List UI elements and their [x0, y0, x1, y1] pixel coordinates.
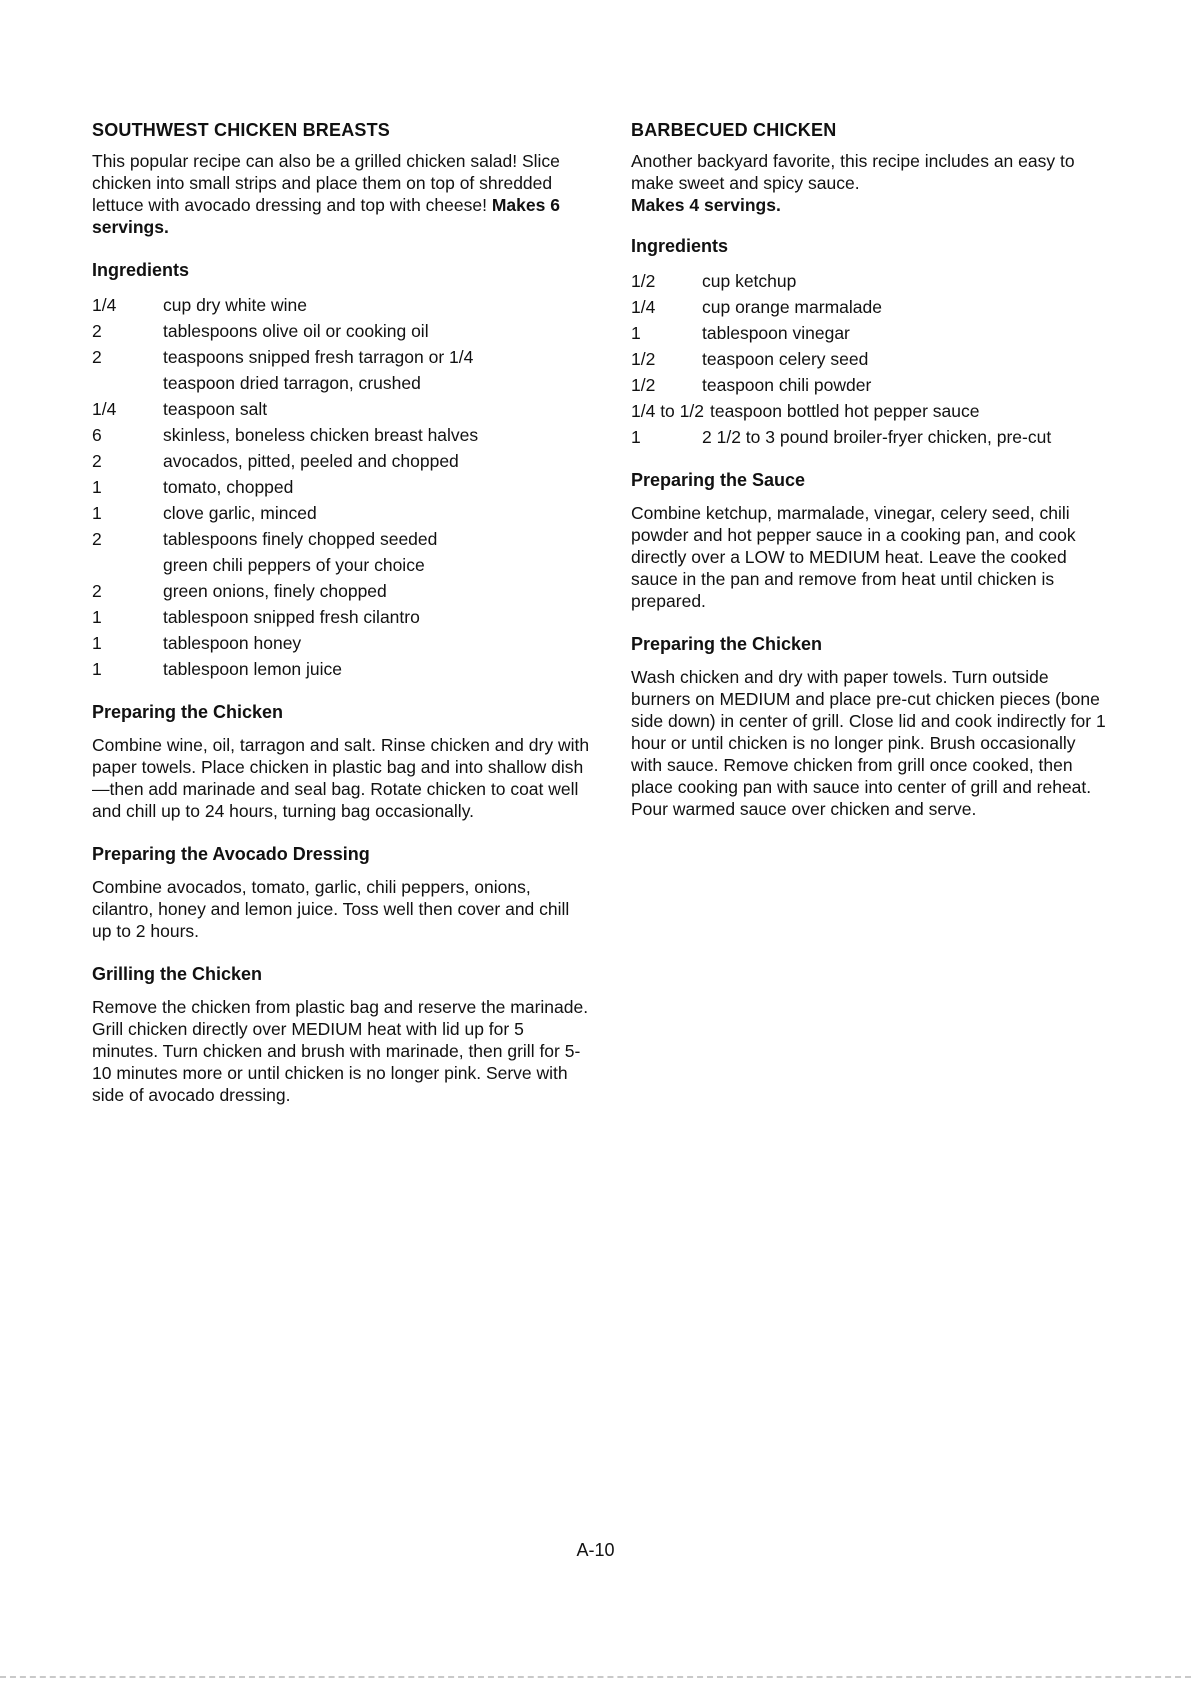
ingredient-item: tablespoons finely chopped seeded green chili peppers of your choice: [163, 529, 438, 575]
ingredient-item: cup ketchup: [702, 271, 797, 291]
ingredient-item: tablespoon honey: [163, 633, 302, 653]
ingredient-row: [631, 294, 1111, 320]
ingredient-qty: 1: [92, 607, 102, 627]
ingredient-row: [631, 320, 1111, 346]
ingredient-item: teaspoon bottled hot pepper sauce: [709, 401, 980, 421]
ingredient-row: [92, 396, 592, 422]
section-text: Combine wine, oil, tarragon and salt. Rinse chicken and dry with paper towels. Place chicken in plastic bag and into shallow dish—then add marinade and seal bag. Rotate chicken to coat well and chill up to 24 hours, turning bag occasionally.: [92, 735, 590, 821]
ingredient-row: [631, 346, 1111, 372]
ingredient-item: green onions, finely chopped: [163, 581, 387, 601]
section-text: Combine avocados, tomato, garlic, chili peppers, onions, cilantro, honey and lemon juice. Toss well then cover and chill up to 2 hours.: [92, 877, 570, 941]
ingredient-qty: 1: [92, 503, 102, 523]
ingredient-qty: 2: [92, 321, 102, 341]
ingredient-row: [92, 630, 592, 656]
ingredient-item: tablespoon snipped fresh cilantro: [163, 607, 420, 627]
ingredient-item: skinless, boneless chicken breast halves: [163, 425, 479, 445]
ingredients-heading: Ingredients: [631, 236, 729, 256]
section-text: Remove the chicken from plastic bag and reserve the marinade. Grill chicken directly over MEDIUM heat with lid up for 5 minutes. Turn chicken and brush with marinade, then grill for 5-10 minutes more or until chicken is no longer pink. Serve with side of avocado dressing.: [92, 997, 589, 1105]
ingredient-qty: 1/2: [631, 271, 656, 291]
ingredient-item: tablespoons olive oil or cooking oil: [163, 321, 429, 341]
ingredient-row: [92, 578, 592, 604]
ingredient-row: [92, 292, 592, 318]
ingredient-qty: 1: [631, 427, 641, 447]
ingredient-qty: 1/4 to 1/2: [631, 401, 704, 421]
ingredient-qty: 1: [92, 659, 102, 679]
ingredient-qty: 1: [92, 633, 102, 653]
ingredient-qty: 1/2: [631, 375, 656, 395]
ingredient-item: tomato, chopped: [163, 477, 294, 497]
section-text: Wash chicken and dry with paper towels. Turn outside burners on MEDIUM and place pre-cut chicken pieces (bone side down) in center of grill. Close lid and cook indirectly for 1 hour or until chicken is no longer pink. Brush occasionally with sauce. Remove chicken from grill once cooked, then place cooking pan with sauce into center of grill and reheat. Pour warmed sauce over chicken and serve.: [631, 667, 1106, 819]
ingredient-qty: 2: [92, 581, 102, 601]
ingredient-item: 2 1/2 to 3 pound broiler-fryer chicken, pre-cut: [702, 427, 1052, 447]
ingredients-list: [631, 268, 1111, 450]
recipe-title: SOUTHWEST CHICKEN BREASTS: [92, 120, 391, 140]
ingredient-item: teaspoon celery seed: [702, 349, 869, 369]
ingredient-qty: 1/4: [92, 295, 117, 315]
section-heading: Preparing the Chicken: [92, 702, 284, 722]
ingredient-qty: 1/2: [631, 349, 656, 369]
section-heading: Preparing the Sauce: [631, 470, 806, 490]
servings: Makes 4 servings.: [631, 195, 781, 215]
ingredient-item: cup dry white wine: [163, 295, 307, 315]
ingredient-row: [92, 604, 592, 630]
ingredient-qty: 1/4: [92, 399, 117, 419]
ingredient-row: [631, 372, 1111, 398]
ingredient-item: cup orange marmalade: [702, 297, 882, 317]
ingredient-qty: 2: [92, 529, 102, 549]
scan-edge-divider: [0, 1676, 1191, 1681]
recipe-title: BARBECUED CHICKEN: [631, 120, 837, 140]
ingredient-qty: 1: [92, 477, 102, 497]
ingredient-qty: 2: [92, 347, 102, 367]
ingredient-row: [92, 656, 592, 682]
section-heading: Preparing the Chicken: [631, 634, 823, 654]
recipe-intro: [92, 150, 592, 238]
ingredient-item: teaspoon salt: [163, 399, 268, 419]
ingredient-row: [92, 422, 592, 448]
ingredient-row: [631, 424, 1111, 450]
section-text: Combine ketchup, marmalade, vinegar, celery seed, chili powder and hot pepper sauce in a cooking pan, and cook directly over a LOW to MEDIUM heat. Leave the cooked sauce in the pan and remove from heat until chicken is prepared.: [631, 503, 1076, 611]
recipe-intro: Another backyard favorite, this recipe includes an easy to make sweet and spicy sauce.: [631, 151, 1075, 193]
ingredients-heading: Ingredients: [92, 260, 190, 280]
ingredient-item: teaspoons snipped fresh tarragon or 1/4 teaspoon dried tarragon, crushed: [163, 347, 474, 393]
ingredient-row: [631, 398, 1111, 424]
ingredient-row: [631, 268, 1111, 294]
page-number: A-10: [576, 1540, 615, 1560]
ingredient-item: clove garlic, minced: [163, 503, 317, 523]
ingredient-row: [92, 448, 592, 474]
ingredient-qty: 2: [92, 451, 102, 471]
ingredient-qty: 6: [92, 425, 102, 445]
ingredient-row: [92, 318, 592, 344]
recipe-southwest-chicken: [92, 118, 592, 1106]
recipe-barbecued-chicken: [631, 118, 1111, 820]
ingredient-item: tablespoon lemon juice: [163, 659, 343, 679]
ingredient-row: [92, 500, 592, 526]
ingredient-row: [92, 526, 592, 578]
ingredient-qty: 1/4: [631, 297, 656, 317]
section-heading: Grilling the Chicken: [92, 964, 263, 984]
servings: Makes 6 servings.: [92, 195, 560, 237]
ingredient-qty: 1: [631, 323, 641, 343]
ingredient-row: [92, 344, 592, 396]
section-heading: Preparing the Avocado Dressing: [92, 844, 370, 864]
ingredients-list: [92, 292, 592, 682]
ingredient-row: [92, 474, 592, 500]
ingredient-item: teaspoon chili powder: [702, 375, 872, 395]
ingredient-item: tablespoon vinegar: [702, 323, 850, 343]
ingredient-item: avocados, pitted, peeled and chopped: [163, 451, 459, 471]
intro-text: This popular recipe can also be a grilled chicken salad! Slice chicken into small strips and place them on top of shredded lettuce with avocado dressing and top with cheese!: [92, 151, 560, 215]
